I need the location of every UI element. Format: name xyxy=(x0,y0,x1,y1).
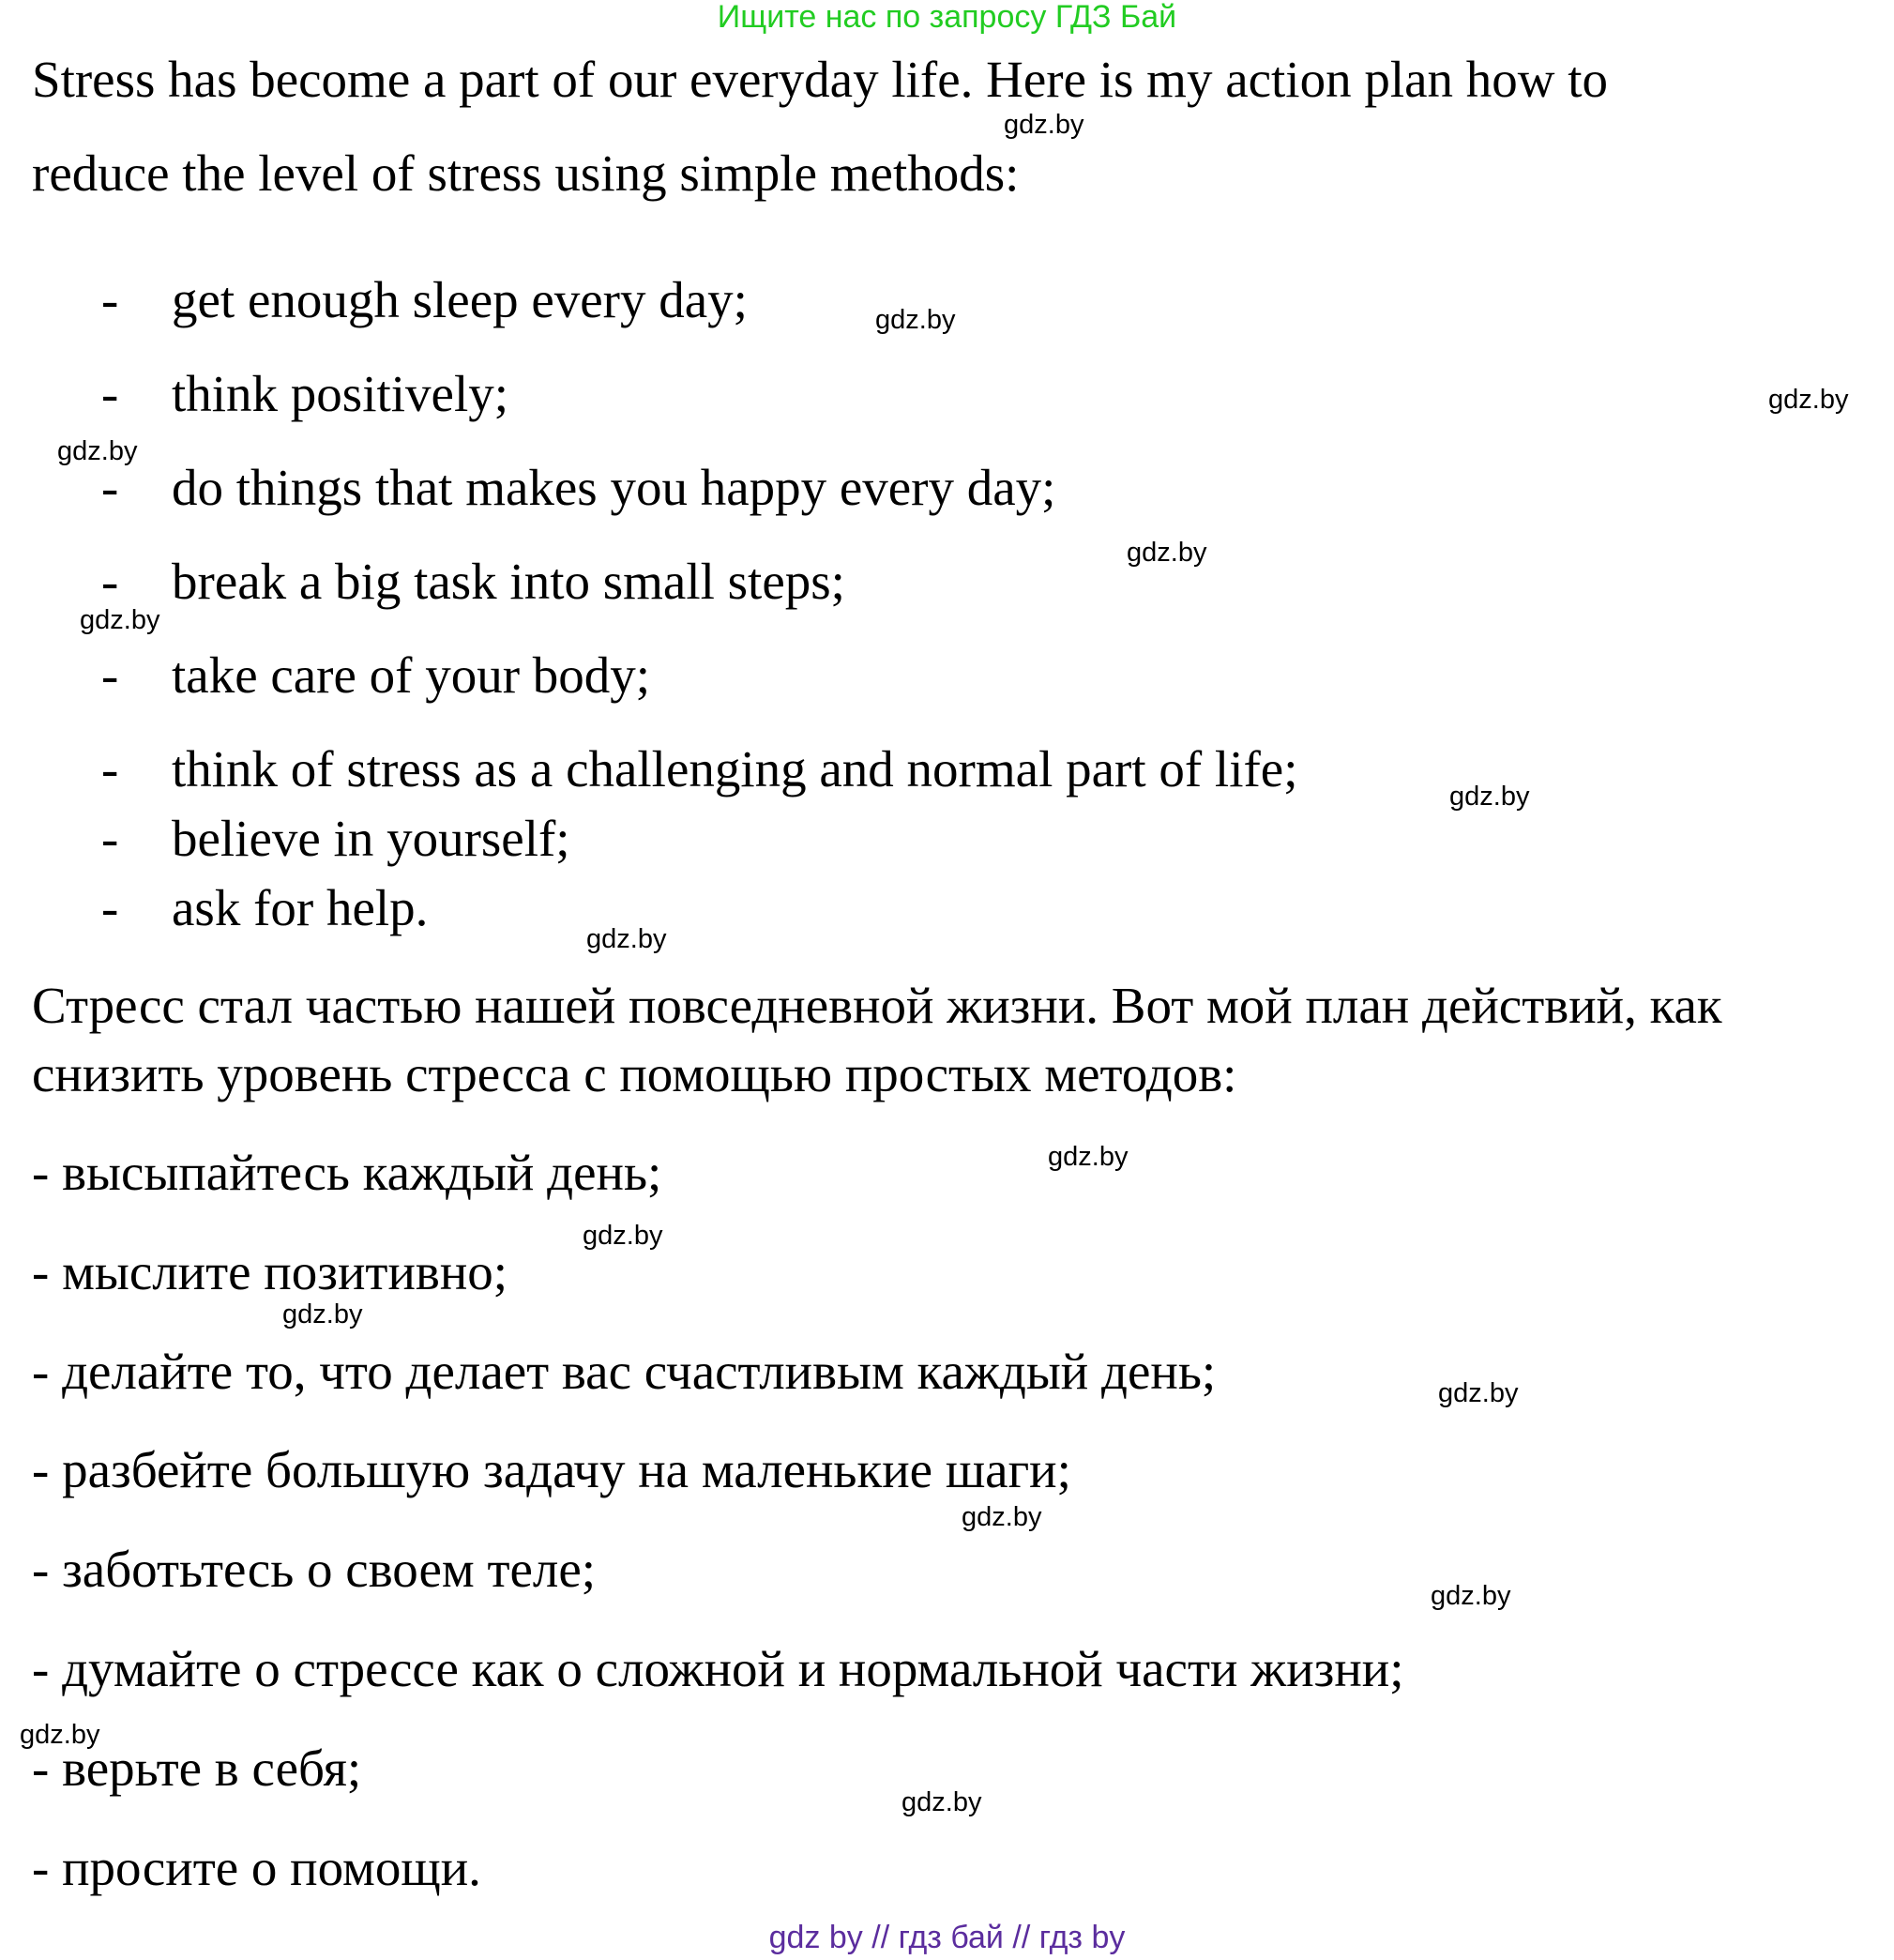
list-bullet: - xyxy=(101,646,119,704)
list-item: believe in yourself; xyxy=(172,810,570,867)
list-item: break a big task into small steps; xyxy=(172,553,845,610)
list-item: ask for help. xyxy=(172,879,429,936)
list-bullet: - xyxy=(101,271,119,328)
list-item: take care of your body; xyxy=(172,646,651,704)
watermark: gdz.by xyxy=(902,1787,982,1817)
list-item: get enough sleep every day; xyxy=(172,271,748,328)
watermark: gdz.by xyxy=(1431,1581,1511,1611)
list-item: - высыпайтесь каждый день; xyxy=(32,1144,662,1201)
watermark: gdz.by xyxy=(57,436,138,466)
list-bullet: - xyxy=(101,879,119,936)
list-bullet: - xyxy=(101,553,119,610)
watermark: gdz.by xyxy=(1004,110,1084,140)
list-item: think of stress as a challenging and normal part of life; xyxy=(172,740,1298,798)
list-item: - просите о помощи. xyxy=(32,1839,481,1896)
list-bullet: - xyxy=(101,810,119,867)
list-bullet: - xyxy=(101,740,119,798)
english-intro-line-1: Stress has become a part of our everyday life. Here is my action plan how to xyxy=(32,51,1609,108)
list-item: - думайте о стрессе как о сложной и нормальной части жизни; xyxy=(32,1640,1404,1697)
watermark: gdz.by xyxy=(1449,782,1530,812)
search-hint-banner: Ищите нас по запросу ГДЗ Бай xyxy=(717,0,1177,35)
list-bullet: - xyxy=(101,459,119,516)
list-bullet: - xyxy=(101,365,119,422)
list-item: - мыслите позитивно; xyxy=(32,1243,508,1300)
list-item: do things that makes you happy every day; xyxy=(172,459,1056,516)
list-item: - разбейте большую задачу на маленькие шаги; xyxy=(32,1441,1071,1498)
watermark: gdz.by xyxy=(1768,385,1849,415)
list-item: think positively; xyxy=(172,365,509,422)
watermark: gdz.by xyxy=(586,924,667,954)
russian-intro-line-1: Стресс стал частью нашей повседневной жизни. Вот мой план действий, как xyxy=(32,977,1722,1034)
watermark: gdz.by xyxy=(1438,1378,1519,1408)
english-intro-line-2: reduce the level of stress using simple methods: xyxy=(32,144,1020,202)
footer-links: gdz by // гдз бай // гдз by xyxy=(768,1920,1126,1955)
watermark: gdz.by xyxy=(875,305,956,335)
watermark: gdz.by xyxy=(282,1299,363,1329)
watermark: gdz.by xyxy=(1127,538,1207,568)
list-item: - делайте то, что делает вас счастливым каждый день; xyxy=(32,1343,1217,1400)
list-item: - заботьтесь о своем теле; xyxy=(32,1541,597,1598)
watermark: gdz.by xyxy=(962,1502,1042,1532)
watermark: gdz.by xyxy=(1048,1142,1129,1172)
russian-intro-line-2: снизить уровень стресса с помощью простых методов: xyxy=(32,1045,1237,1102)
list-item: - верьте в себя; xyxy=(32,1740,362,1797)
watermark: gdz.by xyxy=(20,1720,100,1750)
watermark: gdz.by xyxy=(80,605,160,635)
watermark: gdz.by xyxy=(583,1221,663,1251)
